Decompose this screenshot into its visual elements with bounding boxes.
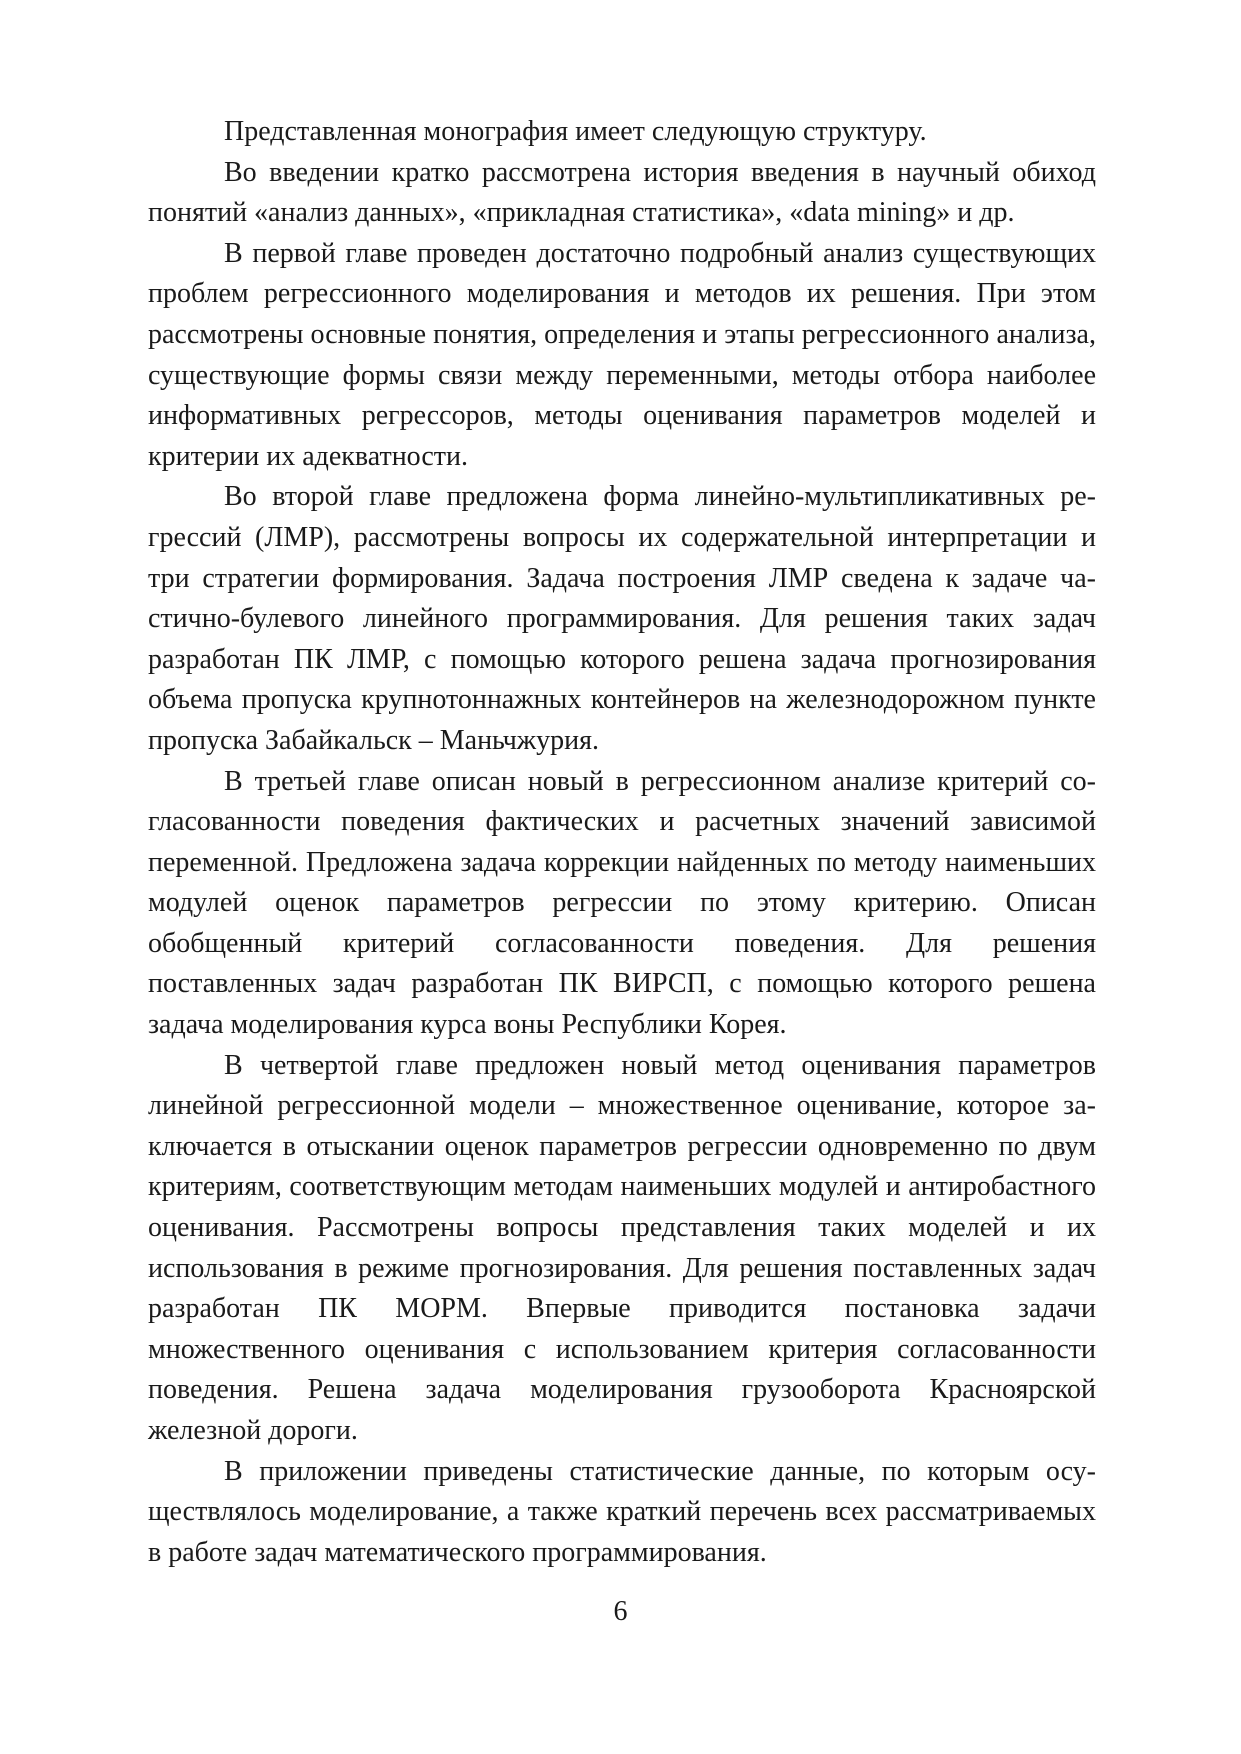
paragraph-chapter-2: Во второй главе предложена форма линейно-мультипликативных регрессий (ЛМР), рассмотрены вопросы их содержательной интерпретации и три стратегии формирования. Задача построения ЛМР сведена к задаче частично-булевого линейного программирования. Для решения таких задач разработан ПК ЛМР, с помощью которого решена задача прогнозирования объема пропуска крупнотоннажных контейнеров на железнодорожном пункте пропуска Забайкальск – Маньчжурия. xyxy=(148,481,1096,756)
paragraph-chapter-1: В первой главе проведен достаточно подробный анализ существующих проблем регрессионного моделирования и методов их решения. При этом рассмотрены основные понятия, определения и этапы регрессионного анализа, существующие формы связи между переменными, методы отбора наиболее информативных регрессоров, методы оценивания параметров моделей и критерии их адекватности. xyxy=(148,237,1096,472)
paragraph-introduction: Во введении кратко рассмотрена история введения в научный обиход понятий «анализ данных», «прикладная статистика», «data mining» и др. xyxy=(148,156,1096,229)
page-body xyxy=(148,112,1096,1573)
paragraph-appendix: В приложении приведены статистические данные, по которым осуществлялось моделирование, а также краткий перечень всех рассматриваемых в работе задач математического программирования. xyxy=(148,1455,1096,1568)
paragraph-chapter-4: В четвертой главе предложен новый метод оценивания параметров линейной регрессионной модели – множественное оценивание, которое заключается в отыскании оценок параметров регрессии одновременно по двум критериям, соответствующим методам наименьших модулей и антиробастного оценивания. Рассмотрены вопросы представления таких моделей и их использования в режиме прогнозирования. Для решения поставленных задач разработан ПК МОРМ. Впервые приводится постановка задачи множественного оценивания с использованием критерия согласованности поведения. Решена задача моделирования грузооборота Красноярской железной дороги. xyxy=(148,1049,1096,1446)
paragraph-chapter-3: В третьей главе описан новый в регрессионном анализе критерий согласованности поведения фактических и расчетных значений зависимой переменной. Предложена задача коррекции найденных по методу наименьших модулей оценок параметров регрессии по этому критерию. Описан обобщенный критерий согласованности поведения. Для решения поставленных задач разработан ПК ВИРСП, с помощью которого решена задача моделирования курса воны Республики Корея. xyxy=(148,765,1096,1041)
paragraph-structure: Представленная монография имеет следующую структуру. xyxy=(224,116,927,147)
page-number: 6 xyxy=(613,1596,628,1627)
